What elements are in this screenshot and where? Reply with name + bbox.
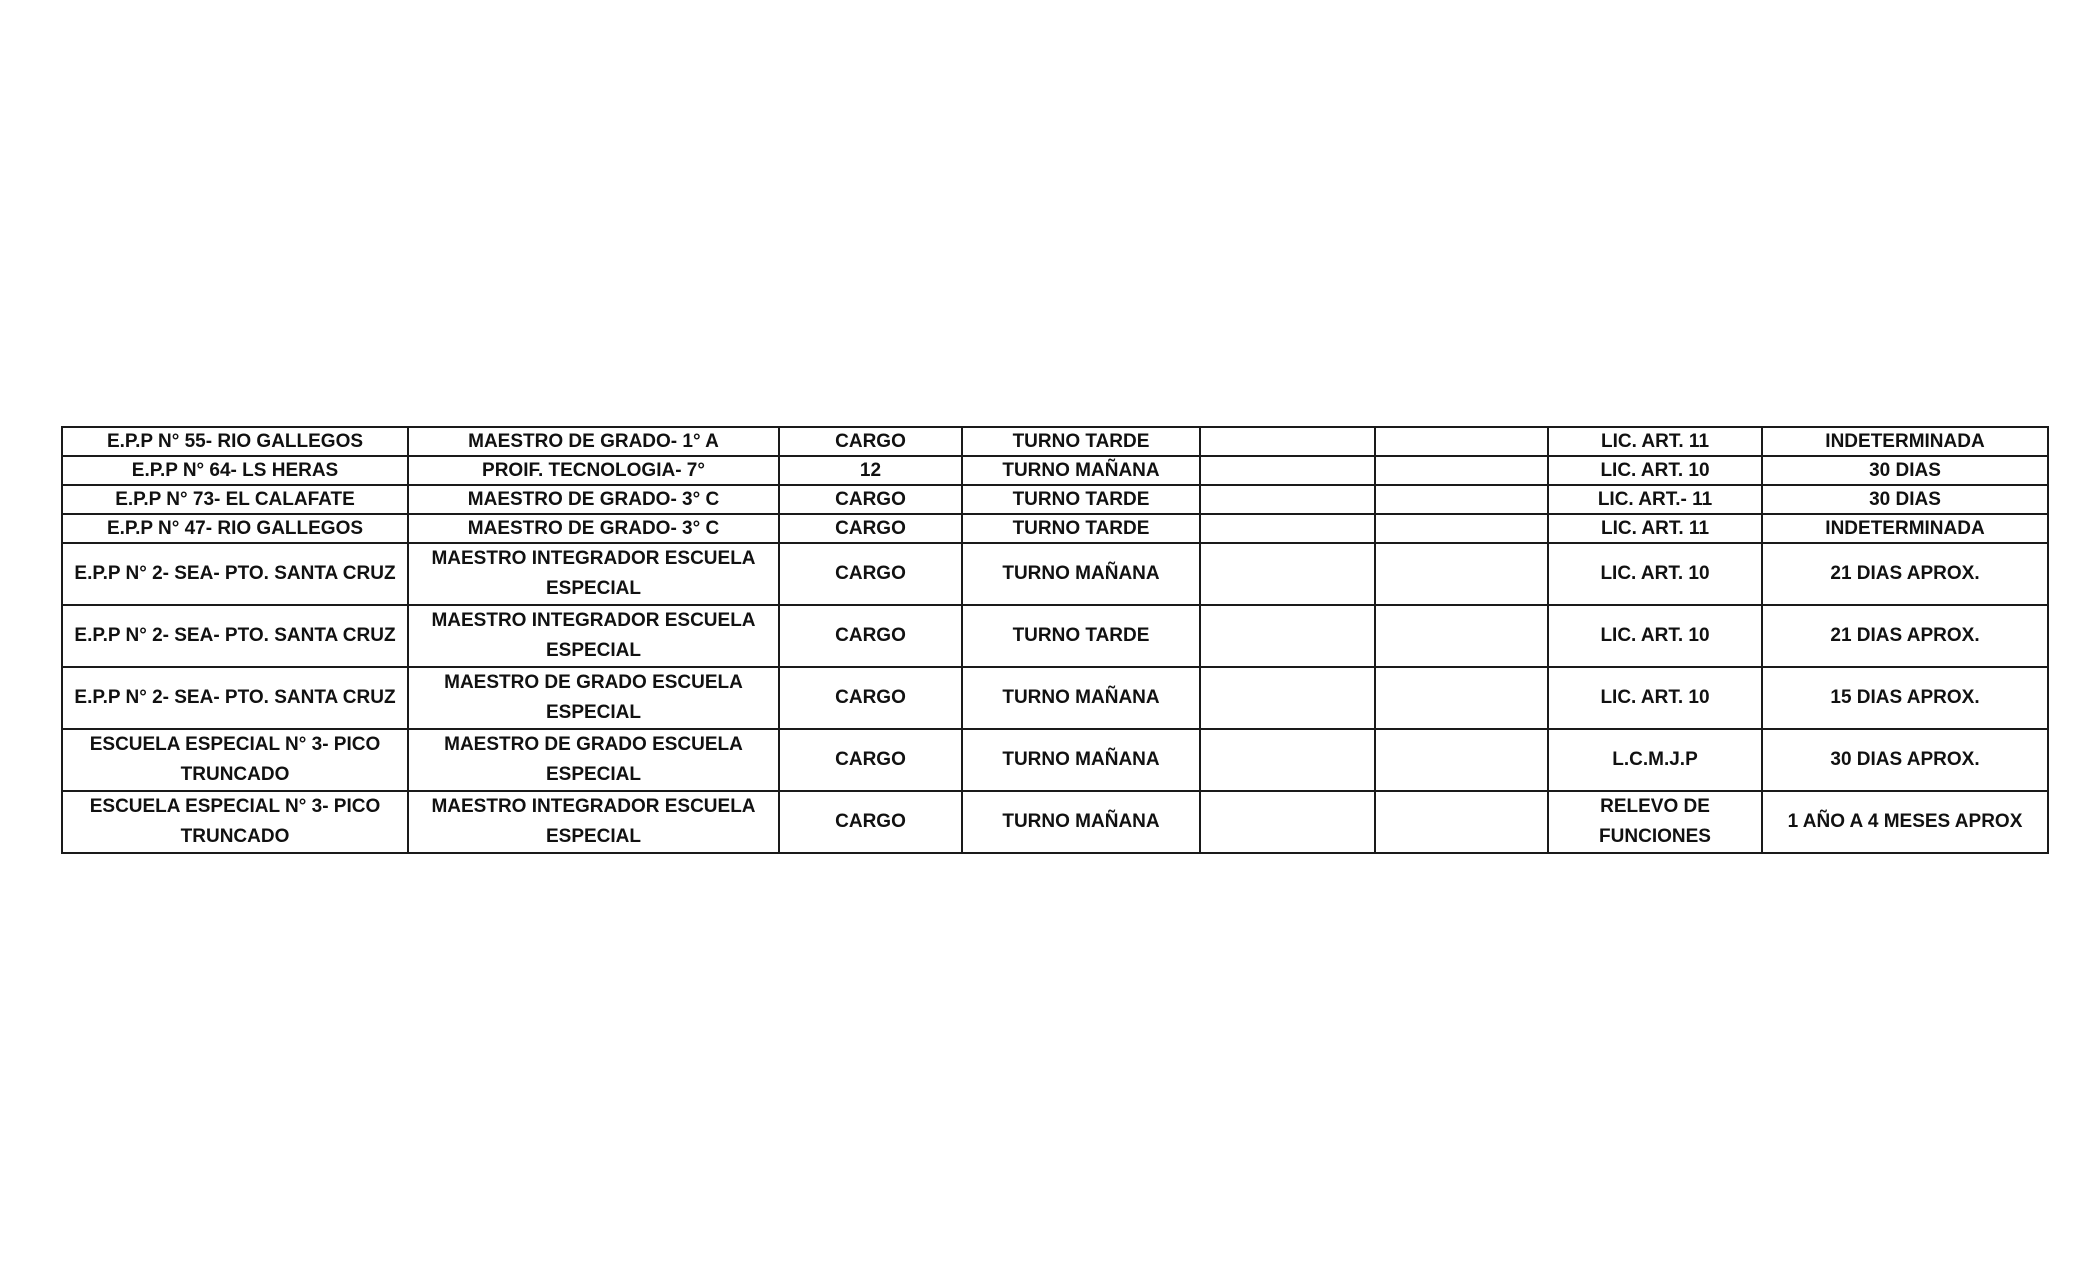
empty-cell <box>1375 667 1548 729</box>
empty-cell <box>1375 791 1548 853</box>
shift-cell: TURNO MAÑANA <box>962 456 1200 485</box>
leave-type-cell: LIC. ART. 11 <box>1548 427 1762 456</box>
leave-type-cell: LIC. ART. 10 <box>1548 543 1762 605</box>
school-cell: E.P.P N° 47- RIO GALLEGOS <box>62 514 408 543</box>
shift-cell: TURNO TARDE <box>962 605 1200 667</box>
duration-cell: 30 DIAS <box>1762 485 2048 514</box>
school-cell: E.P.P N° 55- RIO GALLEGOS <box>62 427 408 456</box>
table-row <box>62 485 2048 514</box>
leave-type-cell: LIC. ART. 11 <box>1548 514 1762 543</box>
school-cell: ESCUELA ESPECIAL N° 3- PICO TRUNCADO <box>62 791 408 853</box>
table-row <box>62 605 2048 667</box>
type-cell: CARGO <box>779 605 962 667</box>
empty-cell <box>1200 427 1375 456</box>
duration-cell: 15 DIAS APROX. <box>1762 667 2048 729</box>
position-cell: MAESTRO INTEGRADOR ESCUELA ESPECIAL <box>408 543 779 605</box>
school-cell: E.P.P N° 73- EL CALAFATE <box>62 485 408 514</box>
position-cell: MAESTRO INTEGRADOR ESCUELA ESPECIAL <box>408 791 779 853</box>
table-row <box>62 729 2048 791</box>
school-cell: ESCUELA ESPECIAL N° 3- PICO TRUNCADO <box>62 729 408 791</box>
table-row <box>62 791 2048 853</box>
leave-type-cell: LIC. ART. 10 <box>1548 605 1762 667</box>
table-row <box>62 514 2048 543</box>
empty-cell <box>1200 543 1375 605</box>
duration-cell: 1 AÑO A 4 MESES APROX <box>1762 791 2048 853</box>
school-cell: E.P.P N° 64- LS HERAS <box>62 456 408 485</box>
position-cell: MAESTRO DE GRADO ESCUELA ESPECIAL <box>408 729 779 791</box>
table-row <box>62 543 2048 605</box>
shift-cell: TURNO TARDE <box>962 427 1200 456</box>
empty-cell <box>1375 729 1548 791</box>
empty-cell <box>1200 485 1375 514</box>
position-cell: MAESTRO INTEGRADOR ESCUELA ESPECIAL <box>408 605 779 667</box>
school-cell: E.P.P N° 2- SEA- PTO. SANTA CRUZ <box>62 543 408 605</box>
leave-type-cell: L.C.M.J.P <box>1548 729 1762 791</box>
table-row <box>62 456 2048 485</box>
type-cell: CARGO <box>779 667 962 729</box>
empty-cell <box>1200 791 1375 853</box>
type-cell: CARGO <box>779 514 962 543</box>
empty-cell <box>1200 514 1375 543</box>
duration-cell: INDETERMINADA <box>1762 514 2048 543</box>
shift-cell: TURNO MAÑANA <box>962 791 1200 853</box>
type-cell: 12 <box>779 456 962 485</box>
empty-cell <box>1200 456 1375 485</box>
leave-type-cell: LIC. ART. 10 <box>1548 667 1762 729</box>
table-row <box>62 667 2048 729</box>
empty-cell <box>1375 543 1548 605</box>
duration-cell: 30 DIAS <box>1762 456 2048 485</box>
empty-cell <box>1375 514 1548 543</box>
type-cell: CARGO <box>779 791 962 853</box>
empty-cell <box>1375 605 1548 667</box>
table-row <box>62 427 2048 456</box>
duration-cell: 30 DIAS APROX. <box>1762 729 2048 791</box>
shift-cell: TURNO TARDE <box>962 514 1200 543</box>
position-cell: MAESTRO DE GRADO- 3° C <box>408 485 779 514</box>
type-cell: CARGO <box>779 729 962 791</box>
duration-cell: 21 DIAS APROX. <box>1762 543 2048 605</box>
empty-cell <box>1200 729 1375 791</box>
shift-cell: TURNO MAÑANA <box>962 543 1200 605</box>
leave-type-cell: LIC. ART.- 11 <box>1548 485 1762 514</box>
shift-cell: TURNO TARDE <box>962 485 1200 514</box>
leave-type-cell: LIC. ART. 10 <box>1548 456 1762 485</box>
duration-cell: INDETERMINADA <box>1762 427 2048 456</box>
position-cell: MAESTRO DE GRADO- 3° C <box>408 514 779 543</box>
empty-cell <box>1375 456 1548 485</box>
shift-cell: TURNO MAÑANA <box>962 667 1200 729</box>
school-cell: E.P.P N° 2- SEA- PTO. SANTA CRUZ <box>62 605 408 667</box>
type-cell: CARGO <box>779 543 962 605</box>
duration-cell: 21 DIAS APROX. <box>1762 605 2048 667</box>
school-cell: E.P.P N° 2- SEA- PTO. SANTA CRUZ <box>62 667 408 729</box>
type-cell: CARGO <box>779 427 962 456</box>
position-cell: PROIF. TECNOLOGIA- 7° <box>408 456 779 485</box>
empty-cell <box>1375 485 1548 514</box>
type-cell: CARGO <box>779 485 962 514</box>
position-cell: MAESTRO DE GRADO ESCUELA ESPECIAL <box>408 667 779 729</box>
shift-cell: TURNO MAÑANA <box>962 729 1200 791</box>
vacancies-table <box>61 426 2049 854</box>
leave-type-cell: RELEVO DE FUNCIONES <box>1548 791 1762 853</box>
empty-cell <box>1200 605 1375 667</box>
empty-cell <box>1200 667 1375 729</box>
empty-cell <box>1375 427 1548 456</box>
position-cell: MAESTRO DE GRADO- 1° A <box>408 427 779 456</box>
